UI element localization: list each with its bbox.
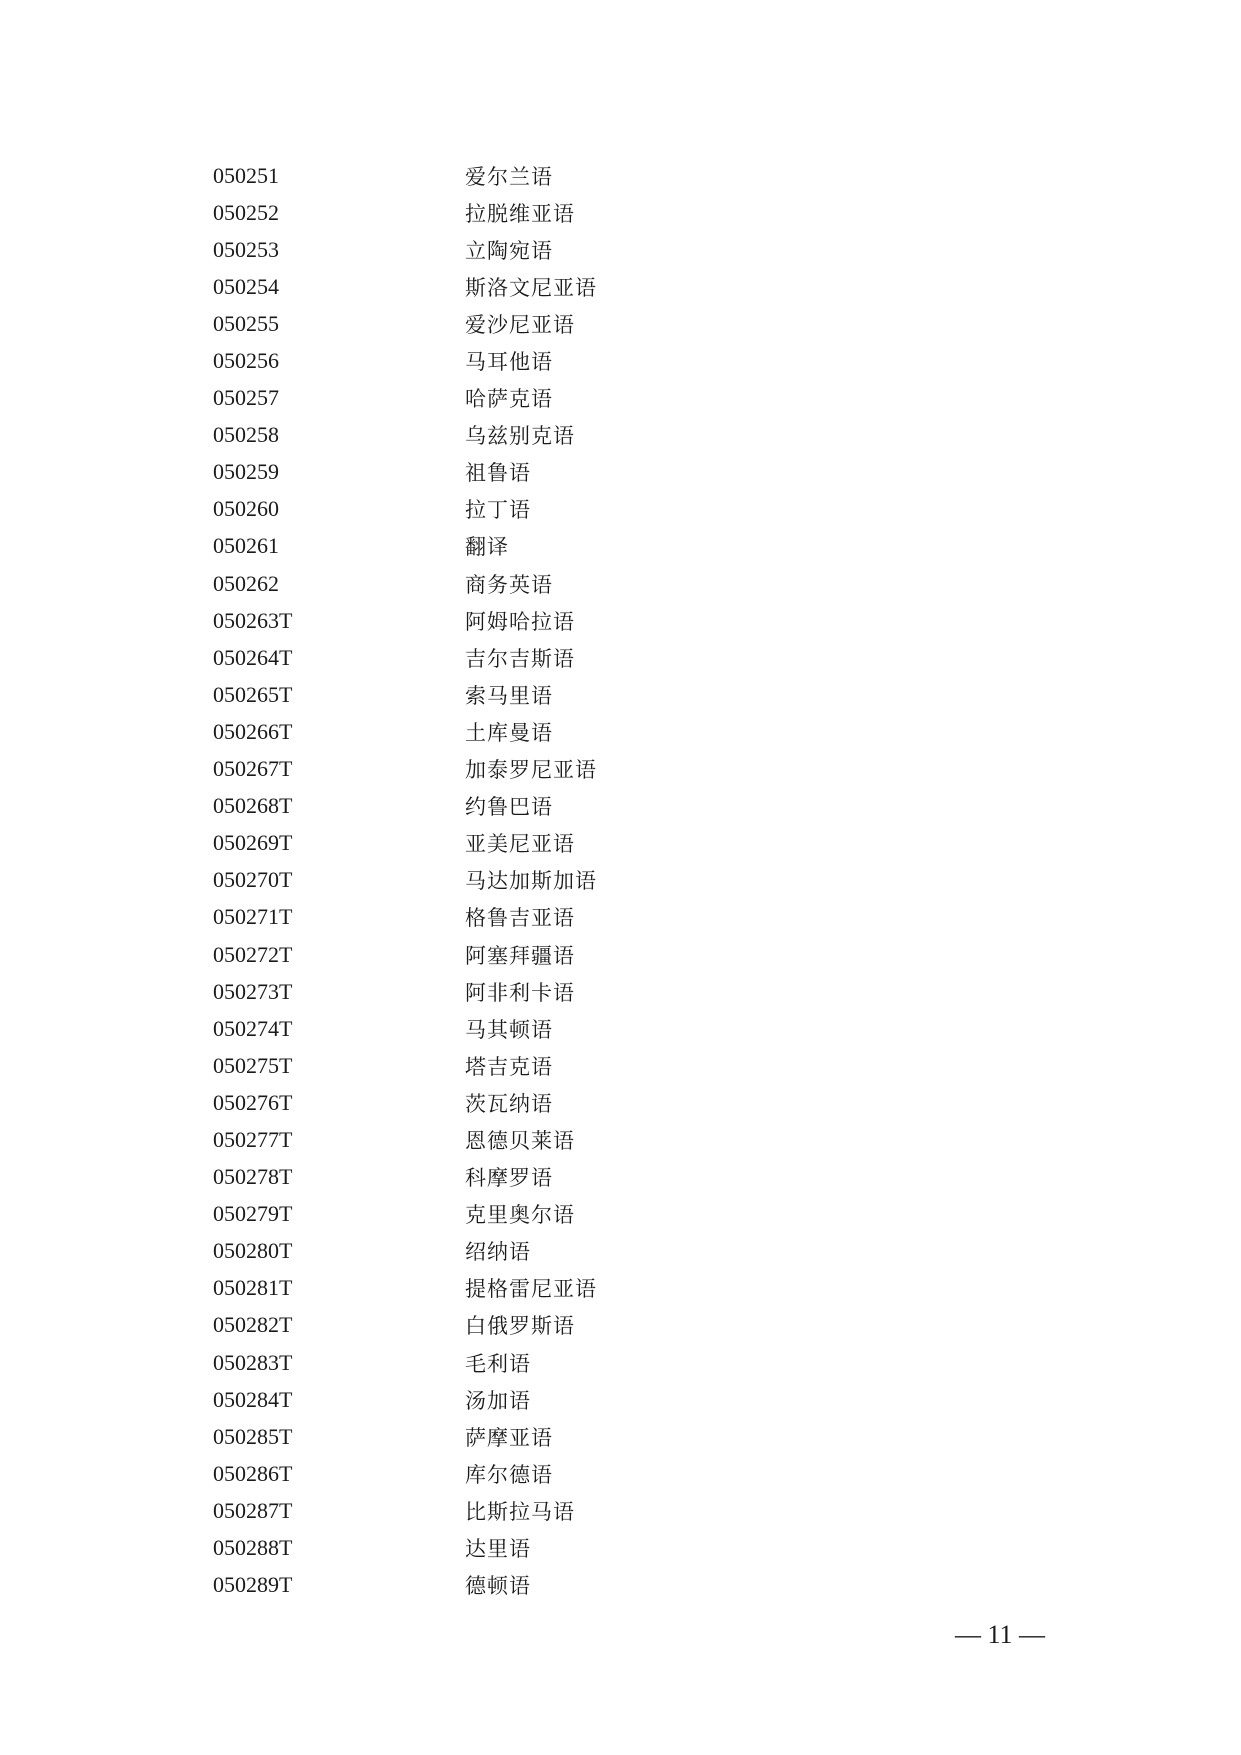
major-code: 050258 [213, 422, 279, 448]
list-item [213, 1196, 597, 1233]
list-item [213, 268, 597, 305]
major-code: 050286T [213, 1460, 293, 1486]
major-code: 050261 [213, 533, 279, 559]
list-item [213, 602, 597, 639]
major-name: 马达加斯加语 [465, 869, 597, 894]
page-number: — 11 — [955, 1620, 1046, 1649]
major-code: 050272T [213, 941, 293, 967]
major-code: 050270T [213, 867, 293, 893]
major-code: 050287T [213, 1497, 293, 1523]
list-item [213, 231, 597, 268]
major-code: 050277T [213, 1126, 293, 1152]
list-item [213, 788, 597, 825]
major-code: 050259 [213, 459, 279, 485]
major-name: 达里语 [465, 1537, 531, 1562]
major-code: 050268T [213, 793, 293, 819]
major-code: 050279T [213, 1201, 293, 1227]
list-item [213, 1307, 597, 1344]
list-item [213, 862, 597, 899]
major-code: 050288T [213, 1535, 293, 1561]
list-item [213, 1270, 597, 1307]
major-name: 茨瓦纳语 [465, 1091, 553, 1116]
list-item [213, 157, 597, 194]
major-code: 050253 [213, 236, 279, 262]
major-code: 050267T [213, 756, 293, 782]
list-item [213, 1381, 597, 1418]
major-name: 库尔德语 [465, 1462, 553, 1487]
list-item [213, 194, 597, 231]
major-name: 亚美尼亚语 [465, 832, 575, 857]
major-code: 050254 [213, 273, 279, 299]
major-name: 马其顿语 [465, 1017, 553, 1042]
list-item [213, 1492, 597, 1529]
major-name: 提格雷尼亚语 [465, 1277, 597, 1302]
major-code: 050285T [213, 1423, 293, 1449]
major-code: 050276T [213, 1089, 293, 1115]
major-code: 050257 [213, 385, 279, 411]
major-name: 德顿语 [465, 1574, 531, 1599]
list-item [213, 1455, 597, 1492]
major-name: 加泰罗尼亚语 [465, 758, 597, 783]
major-code: 050274T [213, 1015, 293, 1041]
major-code: 050252 [213, 199, 279, 225]
list-item [213, 1418, 597, 1455]
major-code: 050251 [213, 162, 279, 188]
major-name: 阿非利卡语 [465, 980, 575, 1005]
list-item [213, 1047, 597, 1084]
major-code: 050278T [213, 1164, 293, 1190]
major-name: 格鲁吉亚语 [465, 906, 575, 931]
major-code: 050280T [213, 1238, 293, 1264]
major-code: 050283T [213, 1349, 293, 1375]
list-item [213, 417, 597, 454]
major-code: 050256 [213, 348, 279, 374]
list-item [213, 1121, 597, 1158]
list-item [213, 899, 597, 936]
list-item [213, 1233, 597, 1270]
list-item [213, 305, 597, 342]
list-item [213, 528, 597, 565]
major-name: 斯洛文尼亚语 [465, 275, 597, 300]
major-name: 塔吉克语 [465, 1054, 553, 1079]
major-code: 050265T [213, 681, 293, 707]
major-name: 毛利语 [465, 1351, 531, 1376]
major-name: 爱沙尼亚语 [465, 312, 575, 337]
list-item [213, 1010, 597, 1047]
list-item [213, 1159, 597, 1196]
major-name: 绍纳语 [465, 1240, 531, 1265]
list-item [213, 1344, 597, 1381]
major-code: 050264T [213, 644, 293, 670]
list-item [213, 1084, 597, 1121]
major-code: 050269T [213, 830, 293, 856]
list-item [213, 1529, 597, 1566]
list-item [213, 936, 597, 973]
major-code: 050275T [213, 1052, 293, 1078]
major-name: 阿姆哈拉语 [465, 609, 575, 634]
list-item [213, 491, 597, 528]
list-item [213, 713, 597, 750]
major-name: 立陶宛语 [465, 238, 553, 263]
major-list [213, 157, 597, 1604]
major-name: 阿塞拜疆语 [465, 943, 575, 968]
major-code: 050282T [213, 1312, 293, 1338]
major-code: 050273T [213, 978, 293, 1004]
list-item [213, 751, 597, 788]
major-code: 050289T [213, 1572, 293, 1598]
major-code: 050255 [213, 310, 279, 336]
major-name: 萨摩亚语 [465, 1425, 553, 1450]
major-name: 克里奥尔语 [465, 1203, 575, 1228]
major-name: 比斯拉马语 [465, 1499, 575, 1524]
major-code: 050262 [213, 570, 279, 596]
major-name: 拉脱维亚语 [465, 201, 575, 226]
list-item [213, 676, 597, 713]
list-item [213, 380, 597, 417]
major-name: 汤加语 [465, 1388, 531, 1413]
major-name: 乌兹别克语 [465, 424, 575, 449]
major-code: 050260 [213, 496, 279, 522]
major-name: 白俄罗斯语 [465, 1314, 575, 1339]
list-item [213, 342, 597, 379]
major-code: 050284T [213, 1386, 293, 1412]
list-item [213, 1567, 597, 1604]
major-code: 050263T [213, 607, 293, 633]
major-name: 拉丁语 [465, 498, 531, 523]
major-name: 科摩罗语 [465, 1166, 553, 1191]
list-item [213, 565, 597, 602]
major-name: 吉尔吉斯语 [465, 646, 575, 671]
major-name: 商务英语 [465, 572, 553, 597]
major-code: 050271T [213, 904, 293, 930]
list-item [213, 825, 597, 862]
major-name: 土库曼语 [465, 720, 553, 745]
major-name: 祖鲁语 [465, 461, 531, 486]
major-code: 050281T [213, 1275, 293, 1301]
major-name: 索马里语 [465, 683, 553, 708]
major-name: 翻译 [465, 535, 509, 560]
major-code: 050266T [213, 718, 293, 744]
major-name: 爱尔兰语 [465, 164, 553, 189]
list-item [213, 973, 597, 1010]
major-name: 约鲁巴语 [465, 795, 553, 820]
list-item [213, 454, 597, 491]
major-name: 马耳他语 [465, 350, 553, 375]
major-name: 哈萨克语 [465, 387, 553, 412]
major-name: 恩德贝莱语 [465, 1128, 575, 1153]
list-item [213, 639, 597, 676]
